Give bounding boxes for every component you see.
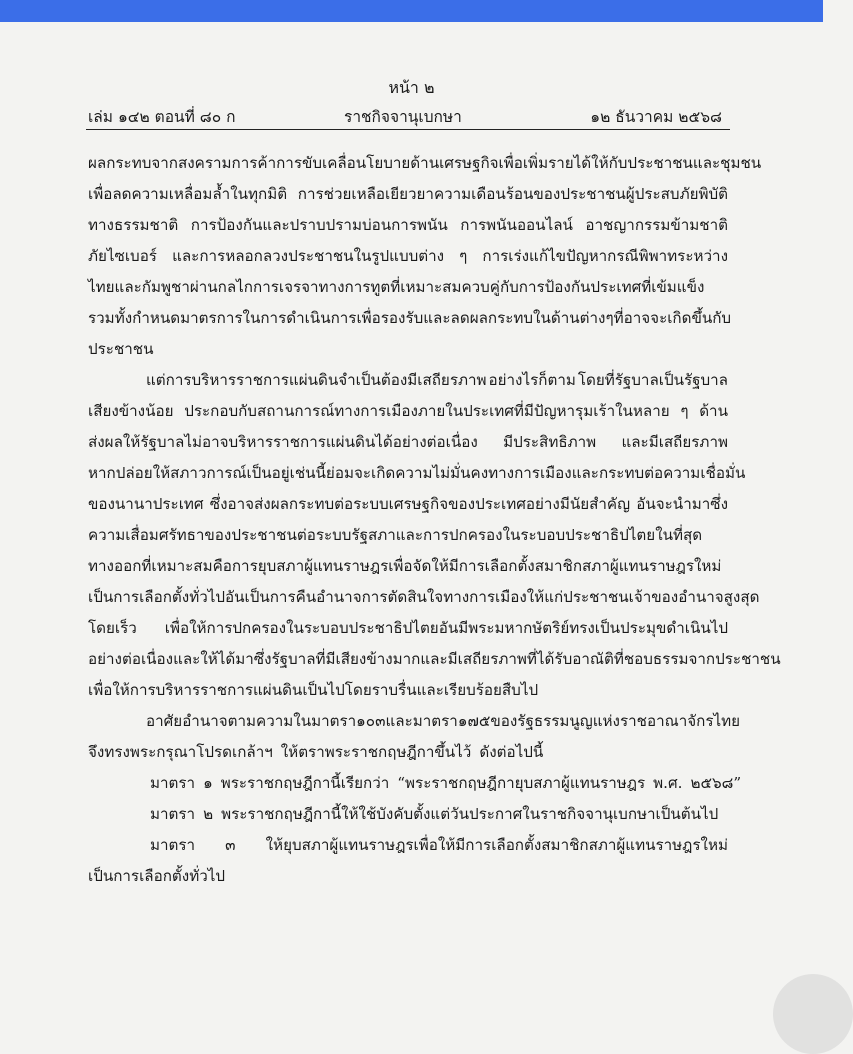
word: อย่างต่อเนื่อง xyxy=(88,650,174,668)
word: ๑๐๓ xyxy=(356,712,386,730)
text-line xyxy=(88,799,728,830)
text-line xyxy=(88,210,728,241)
word: ทางธรรมชาติ xyxy=(88,216,179,234)
publication-name: ราชกิจจานุเบกษา xyxy=(344,108,462,126)
word: และให้ได้มาซึ่งรัฐบาลที่มีเสียงข้างมากและมีเสถียรภาพที่ได้รับอาณัติที่ชอบธรรมจากประชาชน xyxy=(173,650,781,668)
text-line xyxy=(88,675,728,706)
word: อาชญากรรมข้ามชาติ xyxy=(585,216,728,234)
publication-date: ๑๒ ธันวาคม ๒๕๖๘ xyxy=(590,108,722,126)
word: ๆ xyxy=(605,309,614,327)
document-body xyxy=(88,148,781,892)
word: ๆ xyxy=(459,247,468,265)
text-line xyxy=(88,458,746,489)
header-rule xyxy=(86,129,730,130)
word: พระราชกฤษฎีกานี้เรียกว่า xyxy=(220,774,390,792)
word: ประชาชน xyxy=(88,340,154,358)
word: และมาตรา xyxy=(385,712,458,730)
text-line xyxy=(88,365,728,396)
word: การป้องกันและปราบปรามบ่อนการพนัน xyxy=(190,216,448,234)
word: อันเป็นการคืนอำนาจการตัดสินใจทางการเมืองให้แก่ประชาชนเจ้าของอำนาจสูงสุด xyxy=(225,588,760,606)
text-line xyxy=(88,830,728,861)
text-line xyxy=(88,303,732,334)
text-line xyxy=(88,272,728,303)
word: การขับเคลื่อนโยบายด้านเศรษฐกิจเพื่อเพิ่มรายได้ให้กับประชาชนและชุมชน xyxy=(276,154,762,172)
word: อันจะนำมาซึ่ง xyxy=(636,495,728,513)
text-line xyxy=(88,737,728,768)
word: “พระราชกฤษฎีกายุบสภาผู้แทนราษฎร xyxy=(397,774,646,792)
paragraph xyxy=(88,365,781,706)
text-line xyxy=(88,861,728,892)
text-line xyxy=(88,582,760,613)
word: เสียงข้างน้อย xyxy=(88,402,174,420)
word: ๑ xyxy=(203,774,213,792)
word: ๑๗๕ xyxy=(457,712,491,730)
text-line xyxy=(88,396,728,427)
word: แต่การบริหารราชการแผ่นดินจำเป็นต้องมีเสถียรภาพ xyxy=(146,371,487,389)
word: อาศัยอำนาจตามความในมาตรา xyxy=(146,712,357,730)
volume-issue: เล่ม ๑๔๒ ตอนที่ ๘๐ ก xyxy=(88,108,236,126)
word: ๒ xyxy=(203,805,214,823)
top-status-bar xyxy=(0,0,823,22)
word: ความเสื่อมศรัทธาของประชาชนต่อระบบรัฐสภาและการปกครองในระบอบประชาธิปไตยในที่สุด xyxy=(88,526,703,544)
word: มีประสิทธิภาพ xyxy=(503,433,597,451)
paragraph xyxy=(88,148,762,365)
text-line xyxy=(88,551,728,582)
word: มาตรา xyxy=(150,774,196,792)
word: โดยเร็ว xyxy=(88,619,137,637)
paragraph xyxy=(88,799,728,830)
word: ๒๕๖๘” xyxy=(690,774,742,792)
word: ๓ xyxy=(225,836,236,854)
text-line xyxy=(88,768,742,799)
word: เพื่อให้การปกครองในระบอบประชาธิปไตยอันมีพระมหากษัตริย์ทรงเป็นประมุขดำเนินไป xyxy=(164,619,728,637)
word: ที่อาจจะเกิดขึ้นกับ xyxy=(613,309,732,327)
word: ของรัฐธรรมนูญแห่งราชอาณาจักรไทย xyxy=(490,712,741,730)
word: การช่วยเหลือเยียวยาความเดือนร้อนของประชาชนผู้ประสบภัยพิบัติ xyxy=(297,185,728,203)
word: รวมทั้งกำหนดมาตรการในการดำเนินการเพื่อรองรับและลดผลกระทบในด้านต่าง xyxy=(88,309,606,327)
word: ซึ่งอาจส่งผลกระทบต่อระบบเศรษฐกิจของประเทศอย่างมีนัยสำคัญ xyxy=(209,495,631,513)
paragraph xyxy=(88,830,728,892)
text-line xyxy=(88,334,728,365)
word: ให้ยุบสภาผู้แทนราษฎรเพื่อให้มีการเลือกตั้งสมาชิกสภาผู้แทนราษฎรใหม่ xyxy=(265,836,728,854)
word: ด้าน xyxy=(699,402,728,420)
word: ภัยไซเบอร์ xyxy=(88,247,157,265)
paragraph xyxy=(88,768,742,799)
word: และมีเสถียรภาพ xyxy=(621,433,728,451)
text-line xyxy=(88,644,781,675)
word: ทางออกที่เหมาะสมคือการยุบสภาผู้แทนราษฎรเพื่อจัดให้มีการเลือกตั้งสมาชิกสภาผู้แทนราษฎรใหม่ xyxy=(88,557,722,575)
word: หากปล่อยให้สภาวการณ์เป็นอยู่เช่นนี้ย่อมจะเกิดความไม่มั่นคงทางการเมืองและกระทบต่อความเชื่อมั่น xyxy=(88,464,746,482)
word: เป็นการเลือกตั้งทั่วไป xyxy=(88,588,226,606)
word: ส่งผลให้รัฐบาลไม่อาจบริหารราชการแผ่นดินได้อย่างต่อเนื่อง xyxy=(88,433,478,451)
text-line xyxy=(88,179,728,210)
page-corner-shadow xyxy=(773,974,853,1054)
word: เพื่อให้การบริหารราชการแผ่นดินเป็นไปโดยราบรื่นและเรียบร้อยสืบไป xyxy=(88,681,539,699)
word: เป็นการเลือกตั้งทั่วไป xyxy=(88,867,226,885)
page-number: หน้า ๒ xyxy=(388,78,435,97)
word: พระราชกฤษฎีกานี้ให้ใช้บังคับตั้งแต่วันประกาศในราชกิจจานุเบกษาเป็นต้นไป xyxy=(221,805,719,823)
word: พ.ศ. xyxy=(653,774,683,792)
word: โดยที่รัฐบาลเป็นรัฐบาล xyxy=(577,371,728,389)
word: การพนันออนไลน์ xyxy=(460,216,573,234)
word: ให้ตราพระราชกฤษฎีกาขึ้นไว้ xyxy=(280,743,472,761)
word: ของนานาประเทศ xyxy=(88,495,204,513)
word: การเร่งแก้ไขปัญหากรณีพิพาทระหว่าง xyxy=(482,247,728,265)
word: มาตรา xyxy=(150,836,196,854)
text-line xyxy=(88,613,728,644)
word: เพื่อลดความเหลื่อมล้ำในทุกมิติ xyxy=(88,185,288,203)
text-line xyxy=(88,241,728,272)
text-line xyxy=(88,520,728,551)
paragraph xyxy=(88,706,741,768)
text-line xyxy=(88,427,728,458)
word: มาตรา xyxy=(150,805,196,823)
word: ประกอบกับสถานการณ์ทางการเมืองภายในประเทศที่มีปัญหารุมเร้าในหลาย xyxy=(184,402,670,420)
word: จึงทรงพระกรุณาโปรดเกล้าฯ xyxy=(88,743,273,761)
text-line xyxy=(88,489,728,520)
word: อย่างไรก็ตาม xyxy=(488,371,576,389)
text-line xyxy=(88,148,762,179)
word: ดังต่อไปนี้ xyxy=(479,743,544,761)
word: ไทยและกัมพูชาผ่านกลไกการเจรจาทางการทูตที่เหมาะสมควบคู่กับการป้องกันประเทศที่เข้มแข็ง xyxy=(88,278,705,296)
gazette-header xyxy=(88,104,728,128)
word: และการหลอกลวงประชาชนในรูปแบบต่าง xyxy=(172,247,445,265)
word: ผลกระทบจากสงครามการค้า xyxy=(88,154,277,172)
word: ๆ xyxy=(680,402,689,420)
text-line xyxy=(88,706,741,737)
